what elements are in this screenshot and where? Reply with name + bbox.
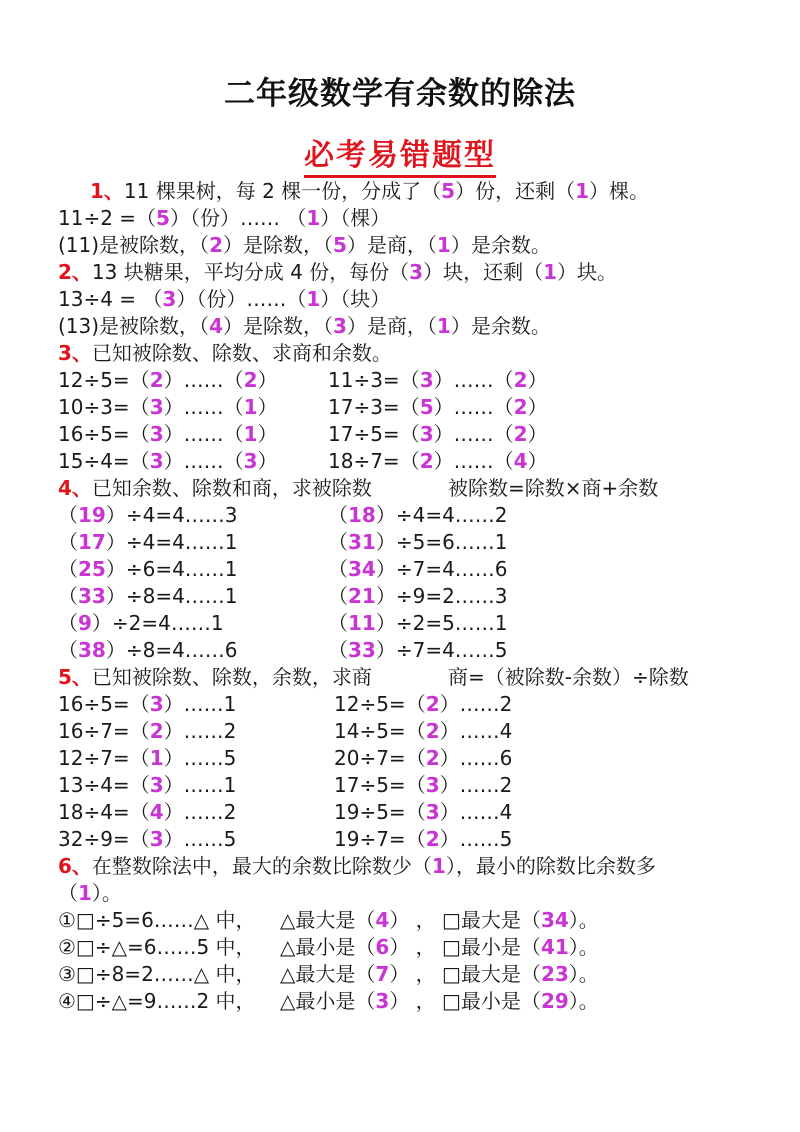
q5-right [334, 799, 512, 825]
q5-text: ）……2 [439, 692, 513, 716]
q3-text: 17÷3=（ [328, 395, 420, 419]
q5-text: ）……5 [163, 827, 237, 851]
q3-right [328, 394, 548, 420]
q2-text: ）是除数，（ [222, 314, 333, 338]
q3-text: ）……（ [433, 449, 514, 473]
q5-text: 已知被除数、除数，余数，求商 [91, 665, 372, 689]
q3-right [328, 421, 548, 447]
q5-row [58, 745, 513, 771]
q5-text: 16÷7=（ [58, 719, 150, 743]
q1-line2 [58, 205, 390, 231]
answer: 1 [575, 179, 590, 203]
q5-right [334, 826, 512, 852]
q6-text: ③□÷8=2……△ 中， [58, 962, 256, 986]
answer: 3 [409, 260, 424, 284]
q5-number: 5、 [58, 665, 92, 689]
answer: 1 [436, 314, 451, 338]
q3-text: 15÷4=（ [58, 449, 150, 473]
answer: 3 [149, 827, 164, 851]
q2-line3 [58, 313, 551, 339]
q3-text: 已知被除数、除数、求商和余数。 [91, 341, 392, 365]
q4-text: ）÷9=2……3 [375, 584, 508, 608]
answer: 1 [306, 287, 321, 311]
q1-text: ）（份）…… （ [169, 206, 307, 230]
q4-row: （19）÷4=4……3 （18）÷4=4……2 [58, 503, 508, 527]
q3-text: ） [257, 368, 278, 392]
answer: 25 [78, 557, 106, 581]
answer: 3 [425, 773, 440, 797]
answer: 3 [419, 422, 434, 446]
q5-text: ）……6 [439, 746, 513, 770]
q5-text: 12÷7=（ [58, 746, 150, 770]
q6-line2 [58, 880, 122, 906]
q4-row: （38）÷8=4……6 （33）÷7=4……5 [58, 638, 508, 662]
q4-formula: 被除数=除数×商+余数 [448, 476, 659, 500]
answer: 6 [375, 935, 390, 959]
answer: 2 [209, 233, 223, 257]
q3-text: ）……（ [433, 368, 514, 392]
q6-text: ）。 [568, 962, 599, 986]
q4-text: ）÷7=4……5 [375, 638, 508, 662]
answer: 3 [419, 368, 434, 392]
answer: 34 [540, 908, 569, 932]
q3-right [328, 367, 548, 393]
q6-right [280, 934, 599, 960]
q5-right [334, 772, 512, 798]
q5-text: ）……1 [163, 773, 237, 797]
q5-row [58, 772, 513, 798]
q5-row [58, 826, 513, 852]
q6-text: ①□÷5=6……△ 中， [58, 908, 256, 932]
answer: 3 [162, 287, 177, 311]
q2-line2 [58, 286, 390, 312]
answer: 3 [149, 449, 164, 473]
answer: 3 [149, 692, 164, 716]
q1-number: 1、 [90, 179, 124, 203]
answer: 2 [425, 746, 440, 770]
q5-text: ）……5 [439, 827, 513, 851]
q5-text: ）……5 [163, 746, 237, 770]
answer: 17 [78, 530, 106, 554]
q6-right [280, 961, 599, 987]
q6-text: △最大是（ [280, 962, 376, 986]
q1-text: 11 棵果树，每 2 棵一份，分成了（ [123, 179, 442, 203]
q3-heading [58, 340, 392, 366]
q3-text: ） [527, 395, 548, 419]
answer: 31 [348, 530, 376, 554]
q3-text: ） [257, 449, 278, 473]
q4-text: ）÷7=4……6 [375, 557, 508, 581]
q1-line3 [58, 232, 551, 258]
q5-text: 19÷7=（ [334, 827, 426, 851]
q5-text: ）……2 [163, 719, 237, 743]
q6-text: ） ， □最大是（ [389, 908, 541, 932]
q5-text: 13÷4=（ [58, 773, 150, 797]
answer: 1 [243, 395, 258, 419]
q6-text: （ [58, 881, 78, 905]
q4-text: ）÷4=4……3 [105, 503, 238, 527]
q3-right [328, 448, 548, 474]
answer: 5 [332, 233, 347, 257]
answer: 9 [78, 611, 92, 635]
q3-text: ） [257, 422, 278, 446]
q1-line1 [90, 178, 649, 204]
q3-row [58, 394, 548, 420]
q4-text: ）÷4=4……2 [375, 503, 508, 527]
q5-text: ）……2 [163, 800, 237, 824]
q4-right: （31）÷5=6……1 [328, 530, 508, 554]
q6-number: 6、 [58, 854, 92, 878]
q5-formula: 商=（被除数-余数）÷除数 [448, 665, 689, 689]
answer: 3 [375, 989, 390, 1013]
q2-text: (13)是被除数，（ [58, 314, 210, 338]
q2-number: 2、 [58, 260, 92, 284]
answer: 3 [425, 800, 440, 824]
q3-text: ） [527, 368, 548, 392]
q6-text: △最小是（ [280, 935, 376, 959]
answer: 1 [431, 854, 446, 878]
q3-row [58, 367, 548, 393]
answer: 34 [348, 557, 376, 581]
q4-right: （21）÷9=2……3 [328, 584, 508, 608]
q2-text: 13÷4 = （ [58, 287, 163, 311]
q4-text: ）÷2=4……1 [91, 611, 224, 635]
q2-text: ）块，还剩（ [423, 260, 544, 284]
q3-row [58, 421, 548, 447]
answer: 2 [149, 719, 164, 743]
q4-row: （17）÷4=4……1 （31）÷5=6……1 [58, 530, 508, 554]
q2-text: ）（份）……（ [176, 287, 307, 311]
q1-text: 11÷2 =（ [58, 206, 157, 230]
q5-text: 18÷4=（ [58, 800, 150, 824]
q5-text: ）……2 [439, 773, 513, 797]
q4-row: （25）÷6=4……1 （34）÷7=4……6 [58, 557, 508, 581]
answer: 41 [540, 935, 569, 959]
answer: 21 [348, 584, 376, 608]
q3-text: ）……（ [163, 449, 244, 473]
q2-text: 13 块糖果，平均分成 4 份，每份（ [91, 260, 410, 284]
q2-text: ）（块） [320, 287, 391, 311]
page-title: 二年级数学有余数的除法 [224, 76, 576, 112]
q6-text: ）。 [568, 908, 599, 932]
q5-text: 16÷5=（ [58, 692, 150, 716]
answer: 1 [543, 260, 558, 284]
q3-text: ）……（ [163, 368, 244, 392]
q6-row [58, 907, 599, 933]
q6-right [280, 907, 599, 933]
q3-text: ）……（ [163, 422, 244, 446]
answer: 1 [78, 881, 92, 905]
answer: 2 [513, 368, 528, 392]
answer: 1 [149, 746, 164, 770]
q3-row [58, 448, 548, 474]
answer: 29 [540, 989, 569, 1013]
q3-text: 16÷5=（ [58, 422, 150, 446]
answer: 1 [243, 422, 258, 446]
q4-text: ）÷5=6……1 [375, 530, 508, 554]
q4-number: 4、 [58, 476, 92, 500]
answer: 5 [419, 395, 434, 419]
answer: 18 [348, 503, 376, 527]
q6-text: ）。 [568, 989, 599, 1013]
q1-text: (11)是被除数，（ [58, 233, 210, 257]
q6-text: ） ， □最小是（ [389, 935, 541, 959]
answer: 2 [243, 368, 258, 392]
answer: 1 [306, 206, 321, 230]
q4-row: （33）÷8=4……1 （21）÷9=2……3 [58, 584, 508, 608]
q6-text: △最大是（ [280, 908, 376, 932]
q4-right: （11）÷2=5……1 [328, 611, 508, 635]
q4-right: （33）÷7=4……5 [328, 638, 508, 662]
answer: 4 [375, 908, 390, 932]
q6-text: 在整数除法中，最大的余数比除数少（ [91, 854, 432, 878]
q5-text: 19÷5=（ [334, 800, 426, 824]
answer: 3 [332, 314, 347, 338]
q6-text: ④□÷△=9……2 中， [58, 989, 256, 1013]
answer: 2 [419, 449, 434, 473]
q5-text: ）……4 [439, 800, 513, 824]
q4-text: ）÷8=4……1 [105, 584, 238, 608]
q5-text: 20÷7=（ [334, 746, 426, 770]
answer: 2 [425, 719, 440, 743]
q3-text: ） [527, 449, 548, 473]
answer: 23 [540, 962, 569, 986]
q6-line1 [58, 853, 656, 879]
q6-text: ） ， □最大是（ [389, 962, 541, 986]
answer: 33 [348, 638, 376, 662]
q5-text: 14÷5=（ [334, 719, 426, 743]
q2-text: ）是余数。 [450, 314, 551, 338]
answer: 3 [149, 395, 164, 419]
q3-text: ） [257, 395, 278, 419]
q1-text: ）是除数，（ [222, 233, 333, 257]
q6-text: ②□÷△=6……5 中， [58, 935, 256, 959]
q6-text: ）。 [568, 935, 599, 959]
answer: 2 [149, 368, 164, 392]
q4-right: （18）÷4=4……2 [328, 503, 508, 527]
answer: 1 [436, 233, 451, 257]
q1-text: ）是余数。 [450, 233, 551, 257]
answer: 4 [149, 800, 164, 824]
q4-text: ）÷6=4……1 [105, 557, 238, 581]
page-subtitle [0, 130, 800, 174]
q5-text: 12÷5=（ [334, 692, 426, 716]
q5-text: ）……1 [163, 692, 237, 716]
q3-text: 17÷5=（ [328, 422, 420, 446]
answer: 19 [78, 503, 106, 527]
answer: 5 [441, 179, 456, 203]
q2-text: ）块。 [557, 260, 618, 284]
answer: 2 [513, 422, 528, 446]
q3-text: ）……（ [433, 395, 514, 419]
answer: 3 [149, 773, 164, 797]
q5-right [334, 718, 512, 744]
q6-right [280, 988, 599, 1014]
q6-text: ）。 [91, 881, 122, 905]
q5-text: ）……4 [439, 719, 513, 743]
answer: 33 [78, 584, 106, 608]
answer: 7 [375, 962, 390, 986]
q5-right [334, 691, 512, 717]
q5-row [58, 691, 513, 717]
answer: 4 [513, 449, 528, 473]
q6-text: △最小是（ [280, 989, 376, 1013]
q1-text: ）份，还剩（ [455, 179, 576, 203]
answer: 2 [425, 692, 440, 716]
answer: 3 [243, 449, 258, 473]
subtitle-text: 必考易错题型 [304, 138, 496, 178]
q5-heading [58, 664, 689, 690]
answer: 2 [425, 827, 440, 851]
answer: 4 [209, 314, 223, 338]
answer: 38 [78, 638, 106, 662]
q3-text: ） [527, 422, 548, 446]
q5-text: 32÷9=（ [58, 827, 150, 851]
answer: 11 [348, 611, 376, 635]
q1-text: ）（棵） [320, 206, 391, 230]
answer: 3 [149, 422, 164, 446]
q4-heading [58, 475, 659, 501]
answer: 2 [513, 395, 528, 419]
q4-text: ）÷4=4……1 [105, 530, 238, 554]
q3-text: ）……（ [433, 422, 514, 446]
q3-text: ）……（ [163, 395, 244, 419]
q5-text: 17÷5=（ [334, 773, 426, 797]
q3-text: 12÷5=（ [58, 368, 150, 392]
q4-text: ）÷8=4……6 [105, 638, 238, 662]
q3-number: 3、 [58, 341, 92, 365]
q3-text: 18÷7=（ [328, 449, 420, 473]
q3-text: 10÷3=（ [58, 395, 150, 419]
q4-text: 已知余数、除数和商，求被除数 [91, 476, 372, 500]
q6-row [58, 988, 599, 1014]
q3-text: 11÷3=（ [328, 368, 420, 392]
q2-line1 [58, 259, 617, 285]
q1-text: ）是商，（ [346, 233, 437, 257]
q2-text: ）是商，（ [346, 314, 437, 338]
q4-text: ）÷2=5……1 [375, 611, 508, 635]
q5-row [58, 718, 513, 744]
q6-row [58, 934, 599, 960]
answer: 5 [156, 206, 170, 230]
q6-row [58, 961, 599, 987]
q6-text: ），最小的除数比余数多 [445, 854, 656, 878]
q6-text: ） ， □最小是（ [389, 989, 541, 1013]
q5-right [334, 745, 512, 771]
q4-right: （34）÷7=4……6 [328, 557, 508, 581]
q4-row: （9）÷2=4……1 （11）÷2=5……1 [58, 611, 508, 635]
q1-text: ）棵。 [589, 179, 650, 203]
q5-row [58, 799, 513, 825]
